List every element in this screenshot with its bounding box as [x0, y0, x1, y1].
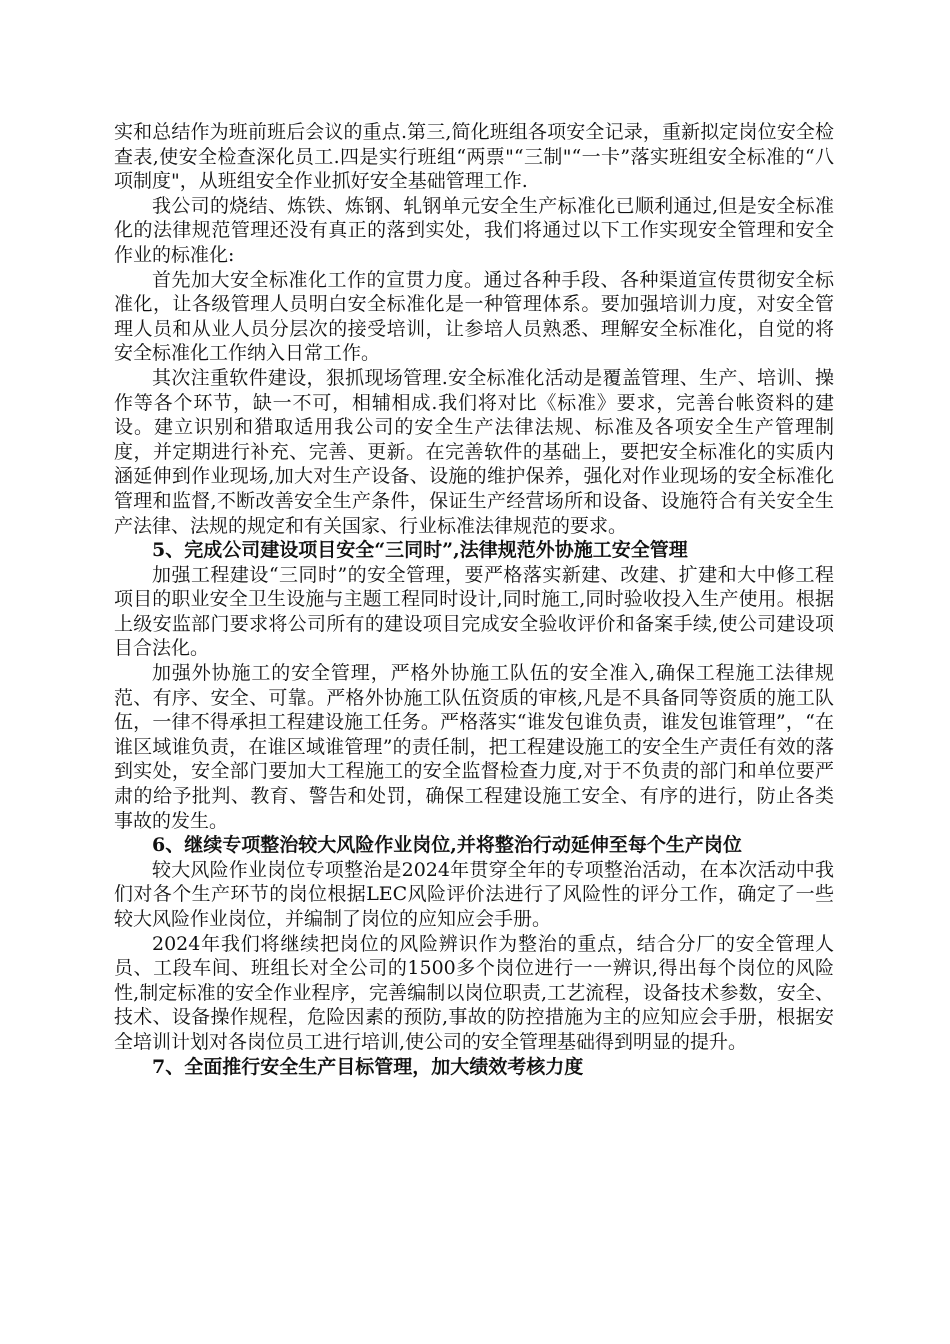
document-body [114, 120, 834, 1079]
paragraph-three-simultaneous: 加强工程建设“三同时”的安全管理，要严格落实新建、改建、扩建和大中修工程项目的职业安全卫生设施与主题工程同时设计,同时施工,同时验收投入生产使用。根据上级安监部门要求将公司所有的建设项目完成安全验收评价和备案手续,使公司建设项目合法化。 [114, 563, 834, 660]
paragraph-risk-identification: 2024年我们将继续把岗位的风险辨识作为整治的重点，结合分厂的安全管理人员、工段车间、班组长对全公司的1500多个岗位进行一一辨识,得出每个岗位的风险性,制定标准的安全作业程序，完善编制以岗位职责,工艺流程，设备技术参数，安全、技术、设备操作规程，危险因素的预防,事故的防控措施为主的应知应会手册，根据安全培训计划对各岗位员工进行培训,使公司的安全管理基础得到明显的提升。 [114, 932, 834, 1053]
section-heading-5: 5、完成公司建设项目安全“三同时”,法律规范外协施工安全管理 [152, 539, 688, 562]
paragraph-promotion: 首先加大安全标准化工作的宣贯力度。通过各种手段、各种渠道宣传贯彻安全标准化，让各级管理人员明白安全标准化是一种管理体系。要加强培训力度，对安全管理人员和从业人员分层次的接受培训，让参培人员熟悉、理解安全标准化，自觉的将安全标准化工作纳入日常工作。 [114, 268, 834, 365]
section-heading-6: 6、继续专项整治较大风险作业岗位,并将整治行动延伸至每个生产岗位 [152, 834, 742, 857]
paragraph-risk-rectification: 较大风险作业岗位专项整治是2024年贯穿全年的专项整治活动，在本次活动中我们对各个生产环节的岗位根据LEC风险评价法进行了风险性的评分工作，确定了一些较大风险作业岗位，并编制了岗位的应知应会手册。 [114, 858, 834, 930]
paragraph-outsourced-construction: 加强外协施工的安全管理，严格外协施工队伍的安全准入,确保工程施工法律规范、有序、安全、可靠。严格外协施工队伍资质的审核,凡是不具备同等资质的施工队伍，一律不得承担工程建设施工任务。严格落实“谁发包谁负责，谁发包谁管理”，“在谁区域谁负责，在谁区域谁管理”的责任制，把工程建设施工的安全生产责任有效的落到实处，安全部门要加大工程施工的安全监督检查力度,对于不负责的部门和单位要严肃的给予批判、教育、警告和处罚，确保工程建设施工安全、有序的进行，防止各类事故的发生。 [114, 662, 834, 832]
section-heading-7: 7、全面推行安全生产目标管理，加大绩效考核力度 [152, 1055, 584, 1078]
paragraph-software-construction: 其次注重软件建设，狠抓现场管理.安全标准化活动是覆盖管理、生产、培训、操作等各个环节，缺一不可，相辅相成.我们将对比《标准》要求，完善台帐资料的建设。建立识别和猎取适用我公司的安全生产法律法规、标准及各项安全生产管理制度，并定期进行补充、完善、更新。在完善软件的基础上，要把安全标准化的实质内涵延伸到作业现场,加大对生产设备、设施的维护保养，强化对作业现场的安全标准化管理和监督,不断改善安全生产条件，保证生产经营场所和设备、设施符合有关安全生产法律、法规的规定和有关国家、行业标准法律规范的要求。 [114, 366, 834, 537]
paragraph-standardization-intro: 我公司的烧结、炼铁、炼钢、轧钢单元安全生产标准化已顺利通过,但是安全标准化的法律规范管理还没有真正的落到实处，我们将通过以下工作实现安全管理和安全作业的标准化: [114, 194, 834, 266]
paragraph-continuation: 实和总结作为班前班后会议的重点.第三,简化班组各项安全记录，重新拟定岗位安全检查表,使安全检查深化员工.四是实行班组“两票"“三制"“一卡”落实班组安全标准的“八项制度"，从班组安全作业抓好安全基础管理工作. [114, 121, 834, 193]
